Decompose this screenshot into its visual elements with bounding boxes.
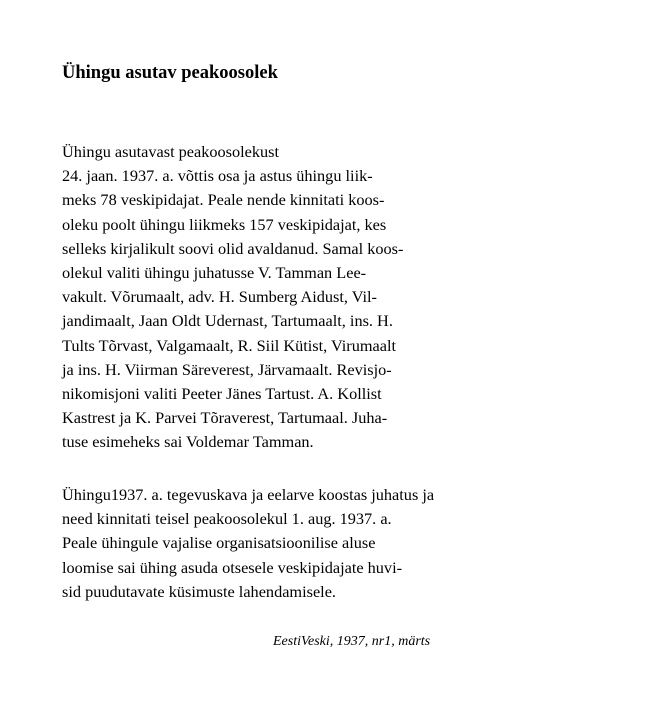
text-line: selleks kirjalikult soovi olid avaldanud. Samal koos-	[62, 238, 404, 258]
text-line: 24. jaan. 1937. a. võttis osa ja astus ühingu liik-	[62, 166, 373, 186]
text-line: Ühingu1937. a. tegevuskava ja eelarve koostas juhatus ja	[62, 485, 435, 504]
text-line: oleku poolt ühingu liikmeks 157 veskipidajat, kes	[62, 214, 387, 234]
text-line: sid puudutavate küsimuste lahendamisele.	[62, 581, 337, 601]
paragraph-founding-meeting	[62, 140, 403, 455]
text-line: olekul valiti ühingu juhatusse V. Tamman Lee-	[62, 263, 367, 283]
text-line: need kinnitati teisel peakoosolekul 1. aug. 1937. a.	[62, 509, 392, 529]
text-line: Peale ühingule vajalise organisatsioonilise aluse	[62, 533, 376, 553]
text-line: Kastrest ja K. Parvei Tõraverest, Tartumaal. Juha-	[62, 408, 388, 428]
text-line: meks 78 veskipidajat. Peale nende kinnitati koos-	[62, 190, 385, 210]
text-line: loomise sai ühing asuda otsesele veskipidajate huvi-	[62, 557, 403, 577]
source-citation: EestiVeski, 1937, nr1, märts	[273, 634, 431, 649]
text-line: jandimaalt, Jaan Oldt Udernast, Tartumaalt, ins. H.	[62, 311, 393, 331]
text-line: nikomisjoni valiti Peeter Jänes Tartust. A. Kollist	[62, 384, 382, 404]
text-line: Tults Tõrvast, Valgamaalt, R. Siil Kütist, Virumaalt	[62, 335, 397, 355]
text-line: ja ins. H. Viirman Säreverest, Järvamaalt. Revisjo-	[62, 359, 392, 379]
paragraph-activity-plan	[62, 483, 434, 604]
article-title: Ühingu asutav peakoosolek	[62, 63, 278, 83]
text-line: tuse esimeheks sai Voldemar Tamman.	[62, 432, 314, 452]
text-line: vakult. Võrumaalt, adv. H. Sumberg Aidust, Vil-	[62, 287, 377, 307]
text-line: Ühingu asutavast peakoosolekust	[62, 142, 280, 161]
